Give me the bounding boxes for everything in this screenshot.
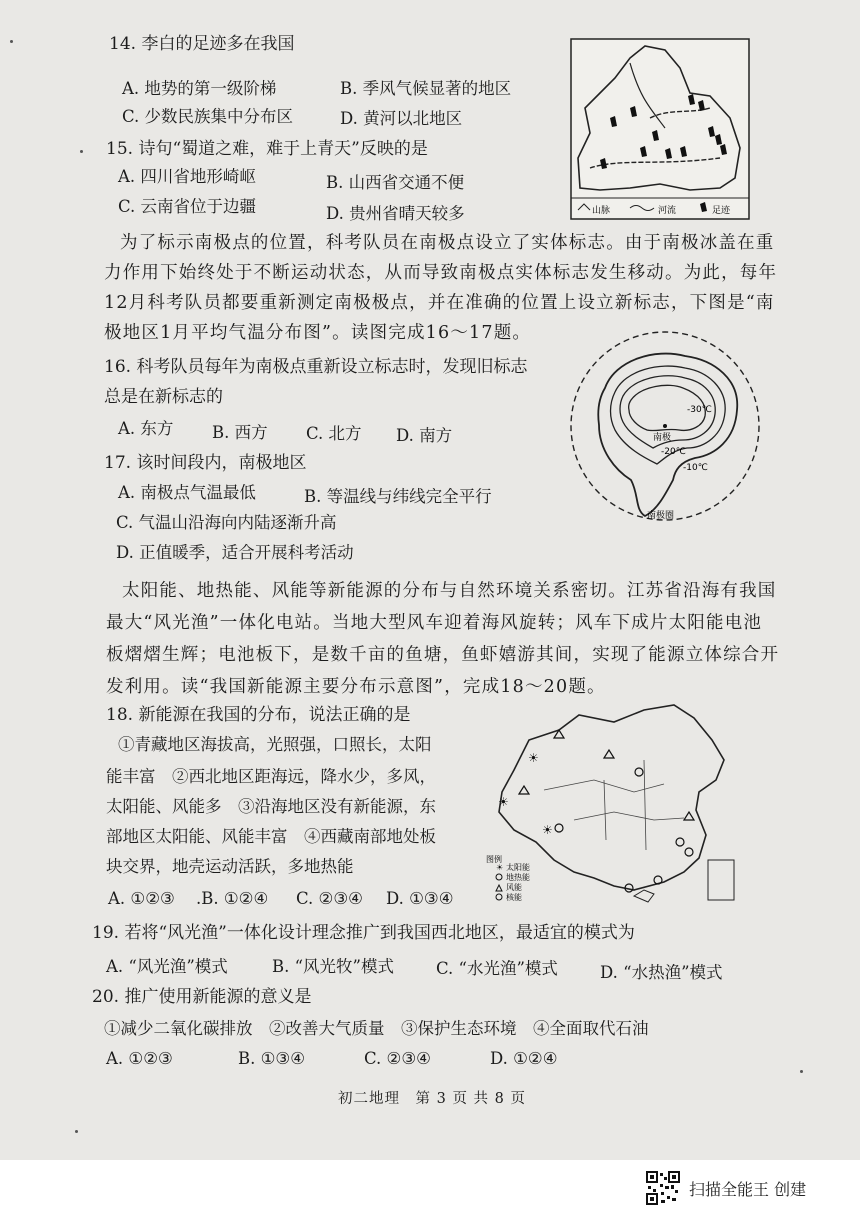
q17-option-d: D. 正值暖季，适合开展科考活动	[116, 543, 354, 562]
q17-option-a: A. 南极点气温最低	[118, 483, 256, 502]
q19-option-c: C. “水光渔”模式	[436, 959, 558, 978]
scanner-brand-text: 扫描全能王 创建	[689, 1179, 807, 1199]
q19-option-a: A. “风光渔”模式	[106, 957, 228, 976]
svg-text:☀: ☀	[528, 751, 539, 765]
legend-title: 图例	[486, 855, 502, 864]
legend-geothermal: 地热能	[506, 873, 530, 882]
q18-statement-line-5: 块交界，地壳运动活跃，多地热能	[106, 857, 354, 876]
q20-statements: ①减少二氧化碳排放 ②改善大气质量 ③保护生态环境 ④全面取代石油	[104, 1019, 649, 1038]
q18-option-a: A. ①②③	[108, 889, 175, 908]
q16-option-b: B. 西方	[212, 423, 268, 442]
q20-option-d: D. ①②④	[490, 1049, 558, 1068]
q15-option-c: C. 云南省位于边疆	[118, 197, 257, 216]
intro2-line-4: 发利用。读“我国新能源主要分布示意图”，完成18～20题。	[106, 677, 606, 697]
q17-stem: 17. 该时间段内，南极地区	[104, 453, 307, 473]
isotherm-minus-20: -20℃	[661, 447, 686, 457]
intro2-line-3: 板熠熠生辉；电池板下，是数千亩的鱼塘，鱼虾嬉游其间，实现了能源立体综合开	[106, 645, 780, 665]
intro1-line-1: 为了标示南极点的位置，科考队员在南极点设立了实体标志。由于南极冰盖在重	[120, 233, 775, 253]
q18-option-d: D. ①③④	[386, 889, 454, 908]
legend-nuclear: 核能	[506, 893, 522, 902]
q18-statement-line-4: 部地区太阳能、风能丰富 ④西藏南部地处板	[106, 827, 436, 846]
svg-text:☀: ☀	[496, 863, 504, 872]
q14-option-b: B. 季风气候显著的地区	[340, 79, 512, 98]
q16-option-a: A. 东方	[118, 419, 174, 438]
q19-stem: 19. 若将“风光渔”一体化设计理念推广到我国西北地区，最适宜的模式为	[92, 923, 635, 943]
legend-solar: 太阳能	[506, 863, 530, 872]
q18-statement-line-3: 太阳能、风能多 ③沿海地区没有新能源，东	[106, 797, 436, 816]
q18-statement-line-2: 能丰富 ②西北地区距海远，降水少，多风，	[106, 767, 436, 786]
intro1-line-4: 极地区1月平均气温分布图”。读图完成16～17题。	[104, 323, 532, 343]
qr-code-icon	[645, 1170, 681, 1206]
antarctic-temperature-map	[565, 330, 765, 528]
q15-stem: 15. 诗句“蜀道之难，难于上青天”反映的是	[106, 139, 428, 159]
antarctic-circle-label: 南极圈	[647, 511, 675, 521]
q15-option-d: D. 贵州省晴天较多	[326, 204, 465, 223]
q18-statement-line-1: ①青藏地区海拔高，光照强，口照长，太阳	[118, 735, 432, 754]
q20-option-a: A. ①②③	[106, 1049, 173, 1068]
q18-stem: 18. 新能源在我国的分布，说法正确的是	[106, 705, 411, 725]
q15-option-b: B. 山西省交通不便	[326, 173, 465, 192]
libai-footprint-map	[570, 38, 750, 220]
intro1-line-2: 力作用下始终处于不断运动状态，从而导致南极点实体标志发生移动。为此，每年	[104, 263, 778, 283]
legend-river: 河流	[658, 206, 677, 216]
q17-option-c: C. 气温山沿海向内陆逐渐升高	[116, 513, 337, 532]
page-footer: 初二地理 第 3 页 共 8 页	[338, 1091, 526, 1107]
q16-stem-line-1: 16. 科考队员每年为南极点重新设立标志时，发现旧标志	[104, 357, 528, 377]
q20-option-c: C. ②③④	[364, 1049, 431, 1068]
legend-footprint: 足迹	[712, 206, 731, 216]
intro2-line-1: 太阳能、地热能、风能等新能源的分布与自然环境关系密切。江苏省沿海有我国	[122, 581, 777, 601]
q20-stem: 20. 推广使用新能源的意义是	[92, 987, 312, 1007]
q16-option-d: D. 南方	[396, 426, 453, 445]
q16-stem-line-2: 总是在新标志的	[104, 387, 223, 407]
legend-mountain: 山脉	[592, 206, 611, 216]
intro1-line-3: 12月科考队员都要重新测定南极极点，并在准确的位置上设立新标志，下图是“南	[104, 293, 775, 313]
isotherm-minus-30: -30℃	[687, 405, 712, 415]
q17-option-b: B. 等温线与纬线完全平行	[304, 487, 492, 506]
legend-wind: 风能	[506, 883, 522, 892]
q20-option-b: B. ①③④	[238, 1049, 305, 1068]
q15-option-a: A. 四川省地形崎岖	[118, 167, 256, 186]
q18-option-b: .B. ①②④	[196, 889, 269, 908]
svg-text:☀: ☀	[542, 823, 553, 837]
isotherm-minus-10: -10℃	[683, 463, 708, 473]
q14-option-d: D. 黄河以北地区	[340, 109, 463, 128]
scan-speck	[75, 1130, 78, 1133]
q16-option-c: C. 北方	[306, 424, 362, 443]
q19-option-d: D. “水热渔”模式	[600, 963, 723, 982]
q14-stem: 14. 李白的足迹多在我国	[109, 34, 295, 54]
china-new-energy-map	[484, 700, 770, 912]
scanner-watermark	[645, 1168, 806, 1208]
q19-option-b: B. “风光牧”模式	[272, 957, 394, 976]
scan-speck	[10, 40, 13, 43]
scan-speck	[80, 150, 83, 153]
intro2-line-2: 最大“风光渔”一体化电站。当地大型风车迎着海风旋转；风车下成片太阳能电池	[106, 613, 763, 633]
q14-option-c: C. 少数民族集中分布区	[122, 107, 294, 126]
scan-speck	[800, 1070, 803, 1073]
svg-text:☀: ☀	[498, 795, 509, 809]
q14-option-a: A. 地势的第一级阶梯	[122, 79, 277, 98]
south-pole-label: 南极	[653, 433, 672, 443]
q18-option-c: C. ②③④	[296, 889, 363, 908]
